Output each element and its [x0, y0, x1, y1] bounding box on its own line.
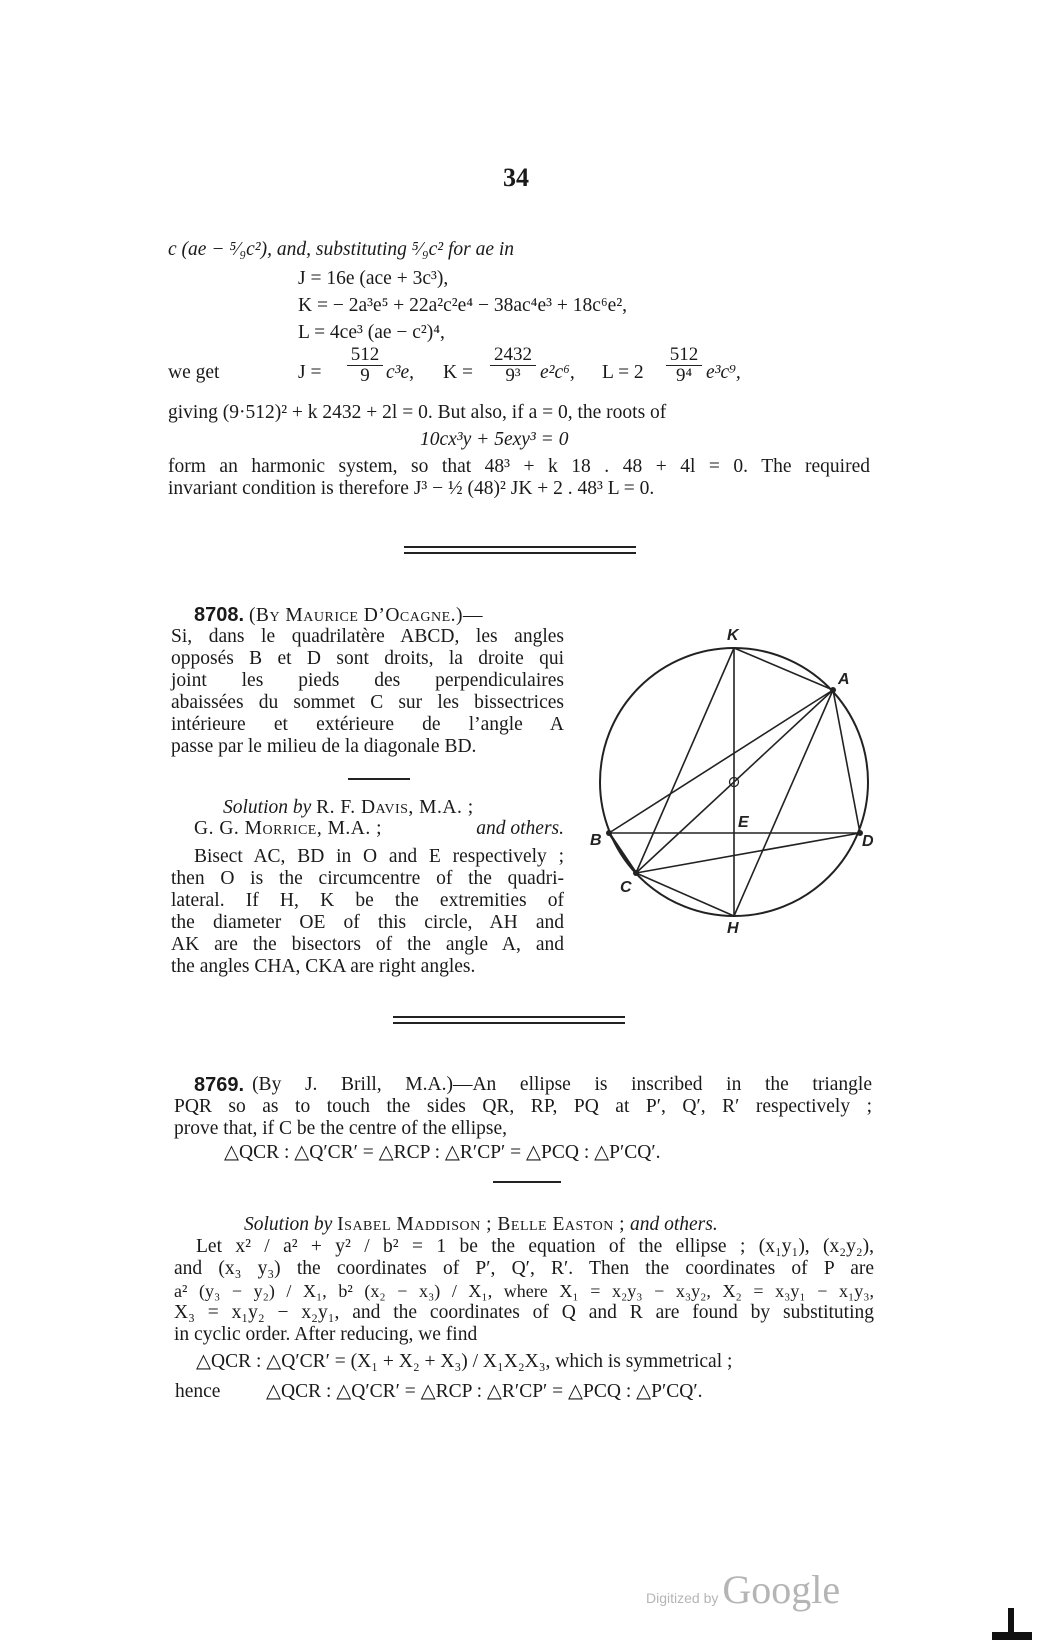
and-others: and others. [476, 818, 564, 839]
text-line: a² (y₃ − y₂) / X₁, b² (x₂ − x₃) / X₁, where X₁ = x₂y₃ − x₃y₂, X₂ = x₃y₁ − x₁y₃, [174, 1281, 874, 1301]
denominator: 9³ [505, 365, 521, 386]
line-CH [636, 873, 734, 916]
equation: △QCR : △Q′CR′ = (X₁ + X₂ + X₃) / X₁X₂X₃, which is symmetrical ; [196, 1351, 733, 1372]
label-C: C [620, 879, 632, 896]
question-author: (By Maurice D’Ocagne.)— [248, 605, 483, 626]
text-line: intérieure et extérieure de l’angle A [171, 714, 564, 735]
solution-label: Solution by [244, 1214, 333, 1235]
google-logo: Google [722, 1567, 841, 1612]
line-CD [636, 833, 860, 873]
label-E: E [738, 814, 749, 831]
J-rest: c³e, [386, 362, 415, 383]
and-others: and others. [629, 1214, 718, 1235]
line-KA [734, 648, 833, 690]
text-line: AK are the bisectors of the angle A, and [171, 934, 564, 955]
text-line: X₃ = x₁y₂ − x₂y₁, and the coordinates of Q and R are found by substituting [174, 1302, 874, 1323]
text-line: Let x² / a² + y² / b² = 1 be the equation of the ellipse ; (x₁y₁), (x₂y₂), [196, 1236, 874, 1257]
text-line: then O is the circumcentre of the quadri- [171, 868, 564, 889]
text-line: abaissées du sommet C sur les bissectrices [171, 692, 564, 713]
solvers: G. G. Morrice, M.A. ; [194, 818, 383, 839]
double-rule-bottom [393, 1022, 625, 1024]
line-AB [609, 690, 833, 833]
scan-edge-mark [992, 1632, 1032, 1640]
text-line: Si, dans le quadrilatère ABCD, les angles [171, 626, 564, 647]
L-rest: e³c⁹, [706, 362, 741, 383]
text-line: the angles CHA, CKA are right angles. [171, 956, 476, 977]
label-H: H [727, 920, 739, 937]
numerator: 512 [666, 345, 702, 366]
text-line: PQR so as to touch the sides QR, RP, PQ at P′, Q′, R′ respectively ; [174, 1096, 872, 1117]
equation-K: K = − 2a³e⁵ + 22a²c²e⁴ − 38ac⁴e³ + 18c⁶e², [298, 295, 628, 316]
label-A: A [838, 671, 850, 688]
question-number: 8708. [194, 604, 245, 626]
text-line: prove that, if C be the centre of the ellipse, [174, 1118, 508, 1139]
K-rest: e²c⁶, [540, 362, 575, 383]
point-A [830, 687, 836, 693]
we-get: we get [168, 362, 220, 383]
line-BC [609, 833, 636, 873]
text-line: form an harmonic system, so that 48³ + k 18 . 48 + 4l = 0. The required [168, 456, 870, 477]
text-line: the diameter OE of this circle, AH and [171, 912, 564, 933]
text-line: in cyclic order. After reducing, we find [174, 1324, 478, 1345]
equation: 10cx³y + 5exy³ = 0 [420, 429, 569, 450]
text-line: c (ae − ⁵⁄₉c²), and, substituting ⁵⁄₉c² for ae in [168, 239, 515, 260]
label-B: B [590, 832, 602, 849]
text-line: (By J. Brill, M.A.)—An ellipse is inscribed in the triangle [252, 1074, 872, 1095]
label-D: D [862, 833, 874, 850]
text-line: passe par le milieu de la diagonale BD. [171, 736, 477, 757]
J-lhs: J = [298, 362, 322, 383]
watermark-prefix: Digitized by [646, 1590, 719, 1606]
solution-text [174, 1236, 874, 1346]
solution-by [244, 1214, 718, 1236]
text-line: giving (9·512)² + k 2432 + 2l = 0. But also, if a = 0, the roots of [168, 402, 667, 423]
point-C [633, 870, 639, 876]
question-number: 8769. [194, 1074, 245, 1096]
text-line: joint les pieds des perpendiculaires [171, 670, 564, 691]
label-K: K [727, 627, 739, 644]
line-KC [636, 648, 734, 873]
numerator: 512 [347, 345, 383, 366]
solvers: R. F. Davis, M.A. ; [316, 797, 474, 818]
digitized-watermark [646, 1566, 840, 1613]
numerator: 2432 [490, 345, 536, 366]
question-header [194, 1074, 872, 1096]
denominator: 9 [360, 365, 370, 386]
text-line: and (x₃ y₃) the coordinates of P′, Q′, R′. Then the coordinates of P are [174, 1258, 874, 1279]
point-B [606, 830, 612, 836]
L-lhs: L = 2 [602, 362, 644, 383]
equation-L: L = 4ce³ (ae − c²)⁴, [298, 322, 445, 343]
page-number: 34 [503, 163, 529, 192]
K-lhs: K = [443, 362, 473, 383]
line-AH [734, 690, 833, 916]
double-rule-top [393, 1016, 625, 1018]
denominator: 9⁴ [675, 365, 693, 386]
equation-J: J = 16e (ace + 3c³), [298, 268, 449, 289]
equation: △QCR : △Q′CR′ = △RCP : △R′CP′ = △PCQ : △P′CQ′. [224, 1142, 661, 1163]
line-AD [833, 690, 860, 833]
equation: △QCR : △Q′CR′ = △RCP : △R′CP′ = △PCQ : △P′CQ′. [266, 1381, 703, 1402]
text-line: lateral. If H, K be the extremities of [171, 890, 564, 911]
solvers: Isabel Maddison ; Belle Easton ; [337, 1214, 626, 1235]
short-rule [493, 1181, 561, 1183]
text-line: Bisect AC, BD in O and E respectively ; [194, 846, 564, 867]
solution-label: Solution by [223, 797, 312, 818]
hence: hence [175, 1381, 221, 1402]
text-line: invariant condition is therefore J³ − ½ (48)² JK + 2 . 48³ L = 0. [168, 478, 655, 499]
text-line: opposés B et D sont droits, la droite qui [171, 648, 564, 669]
